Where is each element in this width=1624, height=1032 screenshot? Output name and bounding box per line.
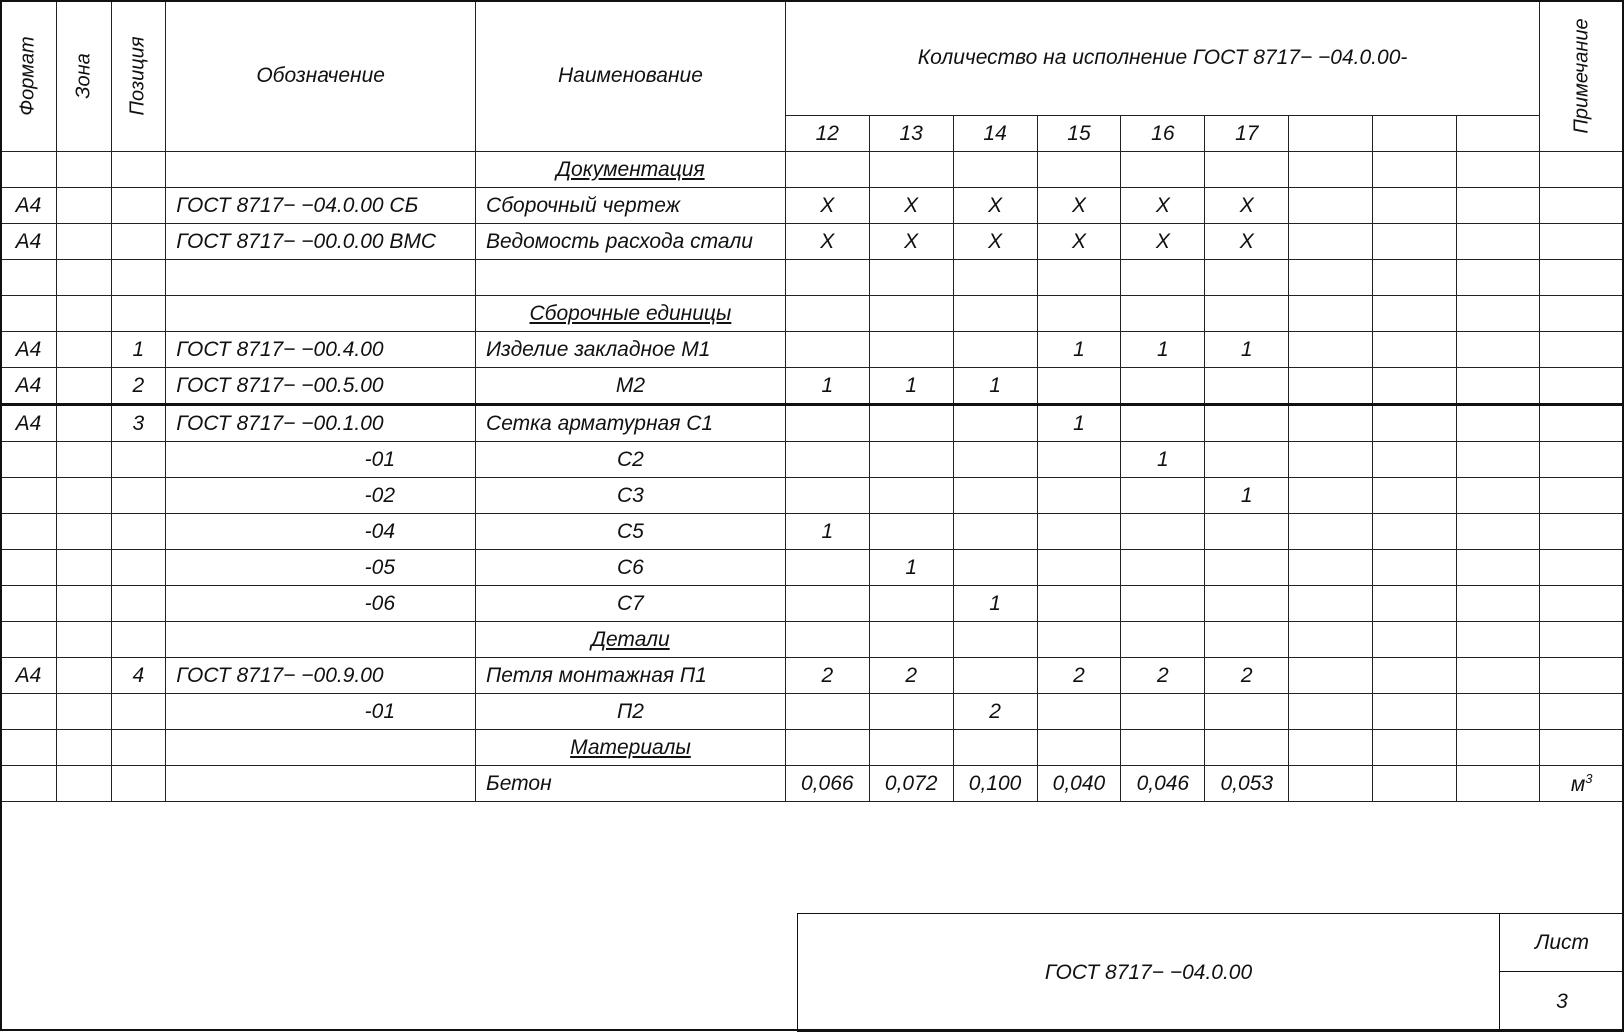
qty-cell: X [1205,224,1289,260]
sheet-number: 3 [1500,972,1624,1032]
position-cell: 1 [111,332,166,368]
header-zone: Зона [56,1,111,152]
name-cell: С3 [476,478,786,514]
qty-cell: X [953,188,1037,224]
section-title: Детали [476,622,786,658]
name-cell: С6 [476,550,786,586]
qty-cell: X [869,224,953,260]
qty-cell: 1 [785,514,869,550]
designation-cell: ГОСТ 8717− −00.0.00 ВМС [166,224,476,260]
qty-cell: X [785,224,869,260]
qty-cell: 0,100 [953,766,1037,802]
name-cell: П2 [476,694,786,730]
name-cell: Петля монтажная П1 [476,658,786,694]
designation-cell: -01 [166,694,476,730]
qty-cell: 2 [869,658,953,694]
title-block [797,913,1624,1032]
qty-cell: 1 [869,550,953,586]
name-cell: Сборочный чертеж [476,188,786,224]
qty-cell: 0,040 [1037,766,1121,802]
designation-cell: ГОСТ 8717− −00.1.00 [166,405,476,442]
name-cell: М2 [476,368,786,405]
section-title: Материалы [476,730,786,766]
qty-cell: X [1121,224,1205,260]
qty-cell: 1 [1037,405,1121,442]
variant-header: 17 [1205,116,1289,152]
qty-cell: 1 [1037,332,1121,368]
format-cell: А4 [1,658,57,694]
note-unit-exponent: 3 [1585,771,1592,786]
qty-cell: 2 [785,658,869,694]
designation-cell: ГОСТ 8717− −04.0.00 СБ [166,188,476,224]
name-cell: Сетка арматурная С1 [476,405,786,442]
name-cell: Ведомость расхода стали [476,224,786,260]
qty-cell: 1 [869,368,953,405]
name-cell: С5 [476,514,786,550]
qty-cell: 0,046 [1121,766,1205,802]
qty-cell: X [785,188,869,224]
qty-cell: X [1037,188,1121,224]
header-designation: Обозначение [166,1,476,152]
name-cell: С2 [476,442,786,478]
position-cell: 4 [111,658,166,694]
qty-cell: 1 [953,586,1037,622]
format-cell: А4 [1,224,57,260]
qty-cell: 0,072 [869,766,953,802]
qty-cell: X [1205,188,1289,224]
designation-cell: -05 [166,550,476,586]
name-cell: Изделие закладное М1 [476,332,786,368]
header-name: Наименование [476,1,786,152]
designation-cell: ГОСТ 8717− −00.4.00 [166,332,476,368]
header-format: Формат [1,1,57,152]
designation-cell: -01 [166,442,476,478]
variant-header: 14 [953,116,1037,152]
qty-cell: 1 [1121,332,1205,368]
designation-cell: -02 [166,478,476,514]
qty-cell: 2 [1037,658,1121,694]
qty-cell: 2 [953,694,1037,730]
variant-header: 15 [1037,116,1121,152]
qty-cell: 1 [1121,442,1205,478]
title-block-document: ГОСТ 8717− −04.0.00 [798,914,1500,1032]
variant-header: 16 [1121,116,1205,152]
format-cell: А4 [1,368,57,405]
qty-cell: X [953,224,1037,260]
qty-cell: 1 [1205,332,1289,368]
header-qty-title: Количество на исполнение ГОСТ 8717− −04.0.00- [785,1,1539,116]
format-cell: А4 [1,332,57,368]
qty-cell: X [1037,224,1121,260]
header-position: Позиция [111,1,166,152]
qty-cell: 0,053 [1205,766,1289,802]
header-note: Примечание [1540,1,1624,152]
sheet-label: Лист [1500,914,1624,972]
qty-cell: 1 [785,368,869,405]
position-cell: 2 [111,368,166,405]
name-cell: Бетон [476,766,786,802]
note-unit: м [1571,773,1585,796]
designation-cell: -06 [166,586,476,622]
name-cell: С7 [476,586,786,622]
qty-cell: 1 [953,368,1037,405]
variant-header: 13 [869,116,953,152]
qty-cell: 2 [1121,658,1205,694]
qty-cell: X [869,188,953,224]
qty-cell: 2 [1205,658,1289,694]
section-title: Сборочные единицы [476,296,786,332]
format-cell: А4 [1,405,57,442]
section-title: Документация [476,152,786,188]
qty-cell: X [1121,188,1205,224]
position-cell: 3 [111,405,166,442]
designation-cell: ГОСТ 8717− −00.5.00 [166,368,476,405]
designation-cell: -04 [166,514,476,550]
qty-cell: 1 [1205,478,1289,514]
variant-header: 12 [785,116,869,152]
format-cell: А4 [1,188,57,224]
designation-cell: ГОСТ 8717− −00.9.00 [166,658,476,694]
qty-cell: 0,066 [785,766,869,802]
